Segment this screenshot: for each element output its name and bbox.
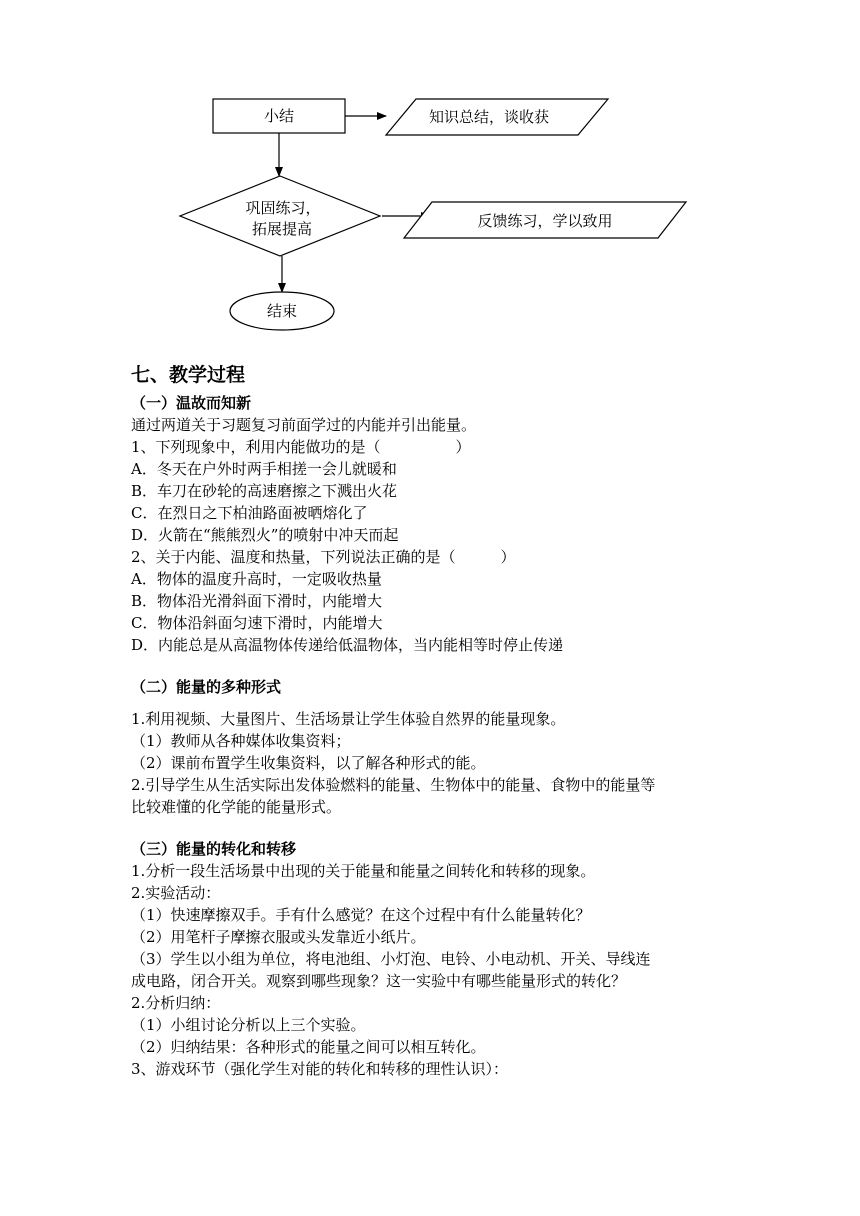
part2-line: （2）课前布置学生收集资料，以了解各种形式的能。 [131, 754, 486, 772]
part2-line: 比较难懂的化学能的能量形式。 [131, 798, 342, 816]
summary-label: 小结 [263, 107, 295, 125]
part3-line: 2.实验活动： [131, 884, 221, 902]
document-body [131, 360, 751, 1080]
part1-title: （一）温故而知新 [131, 394, 252, 412]
part3-line: （2）归纳结果：各种形式的能量之间可以相互转化。 [131, 1038, 486, 1056]
question-1: 1、下列现象中，利用内能做功的是（ ） [131, 438, 471, 456]
part2-line: （1）教师从各种媒体收集资料； [131, 732, 351, 750]
practice-label-line2: 拓展提高 [251, 220, 313, 238]
practice-label-line1: 巩固练习， [245, 199, 321, 217]
part2-title: （二）能量的多种形式 [131, 678, 282, 696]
q2-option-a: A．物体的温度升高时，一定吸收热量 [131, 570, 382, 588]
practice-output-label: 反馈练习，学以致用 [477, 212, 613, 230]
part3-title: （三）能量的转化和转移 [131, 840, 297, 858]
part3-line: 3、游戏环节（强化学生对能的转化和转移的理性认识）： [131, 1060, 509, 1078]
q1-option-d: D．火箭在“熊熊烈火”的喷射中冲天而起 [131, 526, 399, 544]
part3-line: （1）小组讨论分析以上三个实验。 [131, 1016, 366, 1034]
part3-line: （3）学生以小组为单位，将电池组、小灯泡、电铃、小电动机、开关、导线连 [131, 950, 651, 968]
summary-output-label: 知识总结，谈收获 [428, 108, 550, 126]
part2-line: 2.引导学生从生活实际出发体验燃料的能量、生物体中的能量、食物中的能量等 [131, 776, 656, 794]
part3-line: 2.分析归纳： [131, 994, 221, 1012]
q1-option-a: A．冬天在户外时两手相搓一会儿就暖和 [131, 460, 397, 478]
part1-intro: 通过两道关于习题复习前面学过的内能并引出能量。 [131, 416, 477, 434]
q2-option-d: D．内能总是从高温物体传递给低温物体，当内能相等时停止传递 [131, 636, 564, 654]
part3-line: （1）快速摩擦双手。手有什么感觉？在这个过程中有什么能量转化？ [131, 906, 591, 924]
part3-line: 成电路，闭合开关。观察到哪些现象？这一实验中有哪些能量形式的转化？ [131, 972, 627, 990]
end-label: 结束 [266, 302, 298, 320]
part3-line: 1.分析一段生活场景中出现的关于能量和能量之间转化和转移的现象。 [131, 862, 596, 880]
section-title: 七、教学过程 [131, 364, 246, 386]
q2-option-b: B．物体沿光滑斜面下滑时，内能增大 [131, 592, 383, 610]
part3-line: （2）用笔杆子摩擦衣服或头发靠近小纸片。 [131, 928, 426, 946]
q2-option-c: C．物体沿斜面匀速下滑时，内能增大 [131, 614, 383, 632]
part2-line: 1.利用视频、大量图片、生活场景让学生体验自然界的能量现象。 [131, 710, 566, 728]
question-2: 2、关于内能、温度和热量，下列说法正确的是（ ） [131, 548, 516, 566]
q1-option-b: B．车刀在砂轮的高速磨擦之下溅出火花 [131, 482, 398, 500]
q1-option-c: C．在烈日之下柏油路面被晒熔化了 [131, 504, 368, 522]
flowchart [0, 0, 860, 350]
